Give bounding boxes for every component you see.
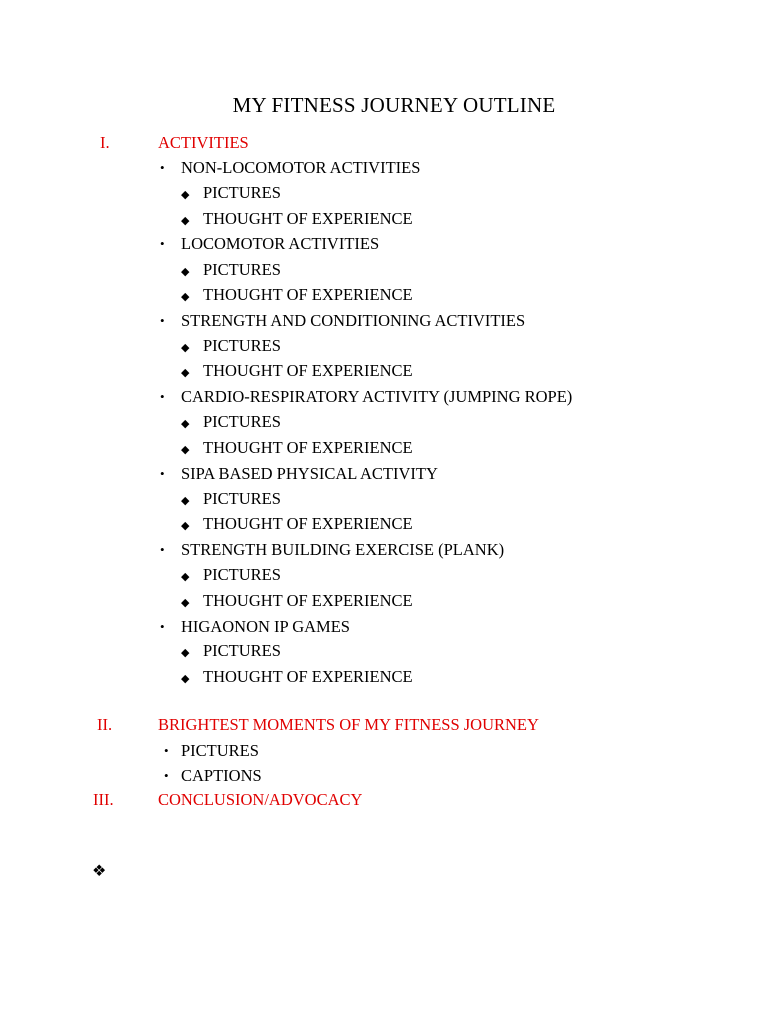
diamond-bullet-icon: ◆: [181, 367, 190, 379]
sub-list-item: THOUGHT OF EXPERIENCE: [203, 209, 413, 228]
list-item: STRENGTH BUILDING EXERCISE (PLANK): [181, 540, 505, 559]
sub-list-item: PICTURES: [203, 183, 281, 202]
sub-list-item: THOUGHT OF EXPERIENCE: [203, 361, 413, 380]
list-item: PICTURES: [181, 741, 259, 760]
diamond-bullet-icon: ◆: [181, 520, 190, 532]
diamond-bullet-icon: ◆: [181, 647, 190, 659]
bullet-icon: •: [164, 743, 169, 758]
diamond-bullet-icon: ◆: [181, 444, 190, 456]
bullet-icon: •: [160, 313, 165, 328]
section-numeral: I.: [100, 133, 110, 152]
list-item: LOCOMOTOR ACTIVITIES: [181, 234, 380, 253]
bullet-icon: •: [160, 466, 165, 481]
diamond-bullet-icon: ◆: [181, 673, 190, 685]
diamond-bullet-icon: ◆: [181, 342, 190, 354]
sub-list-item: PICTURES: [203, 565, 281, 584]
list-item: CARDIO-RESPIRATORY ACTIVITY (JUMPING ROPE): [181, 387, 573, 406]
diamond-bullet-icon: ◆: [181, 291, 190, 303]
list-item: NON-LOCOMOTOR ACTIVITIES: [181, 158, 421, 177]
list-item: HIGAONON IP GAMES: [181, 617, 350, 636]
bullet-icon: •: [160, 542, 165, 557]
list-item: SIPA BASED PHYSICAL ACTIVITY: [181, 464, 438, 483]
sub-list-item: THOUGHT OF EXPERIENCE: [203, 667, 413, 686]
section-heading: CONCLUSION/ADVOCACY: [158, 790, 363, 809]
sub-list-item: PICTURES: [203, 489, 281, 508]
section-numeral: II.: [97, 715, 113, 734]
sub-list-item: THOUGHT OF EXPERIENCE: [203, 591, 413, 610]
sub-list-item: THOUGHT OF EXPERIENCE: [203, 285, 413, 304]
sub-list-item: PICTURES: [203, 641, 281, 660]
bullet-icon: •: [160, 389, 165, 404]
diamond-bullet-icon: ◆: [181, 597, 190, 609]
diamond-bullet-icon: ◆: [181, 495, 190, 507]
list-item: CAPTIONS: [181, 766, 262, 785]
diamond-bullet-icon: ◆: [181, 418, 190, 430]
four-diamond-bullet-icon: ❖: [92, 863, 107, 880]
sub-list-item: PICTURES: [203, 260, 281, 279]
sub-list-item: THOUGHT OF EXPERIENCE: [203, 438, 413, 457]
section-heading: ACTIVITIES: [158, 133, 249, 152]
bullet-icon: •: [160, 236, 165, 251]
diamond-bullet-icon: ◆: [181, 571, 190, 583]
section-numeral: III.: [93, 790, 114, 809]
bullet-icon: •: [164, 768, 169, 783]
bullet-icon: •: [160, 160, 165, 175]
document-title: MY FITNESS JOURNEY OUTLINE: [232, 93, 556, 117]
bullet-icon: •: [160, 619, 165, 634]
sub-list-item: PICTURES: [203, 336, 281, 355]
diamond-bullet-icon: ◆: [181, 266, 190, 278]
sub-list-item: PICTURES: [203, 412, 281, 431]
list-item: STRENGTH AND CONDITIONING ACTIVITIES: [181, 311, 526, 330]
sub-list-item: THOUGHT OF EXPERIENCE: [203, 514, 413, 533]
diamond-bullet-icon: ◆: [181, 215, 190, 227]
section-heading: BRIGHTEST MOMENTS OF MY FITNESS JOURNEY: [158, 715, 539, 734]
diamond-bullet-icon: ◆: [181, 189, 190, 201]
